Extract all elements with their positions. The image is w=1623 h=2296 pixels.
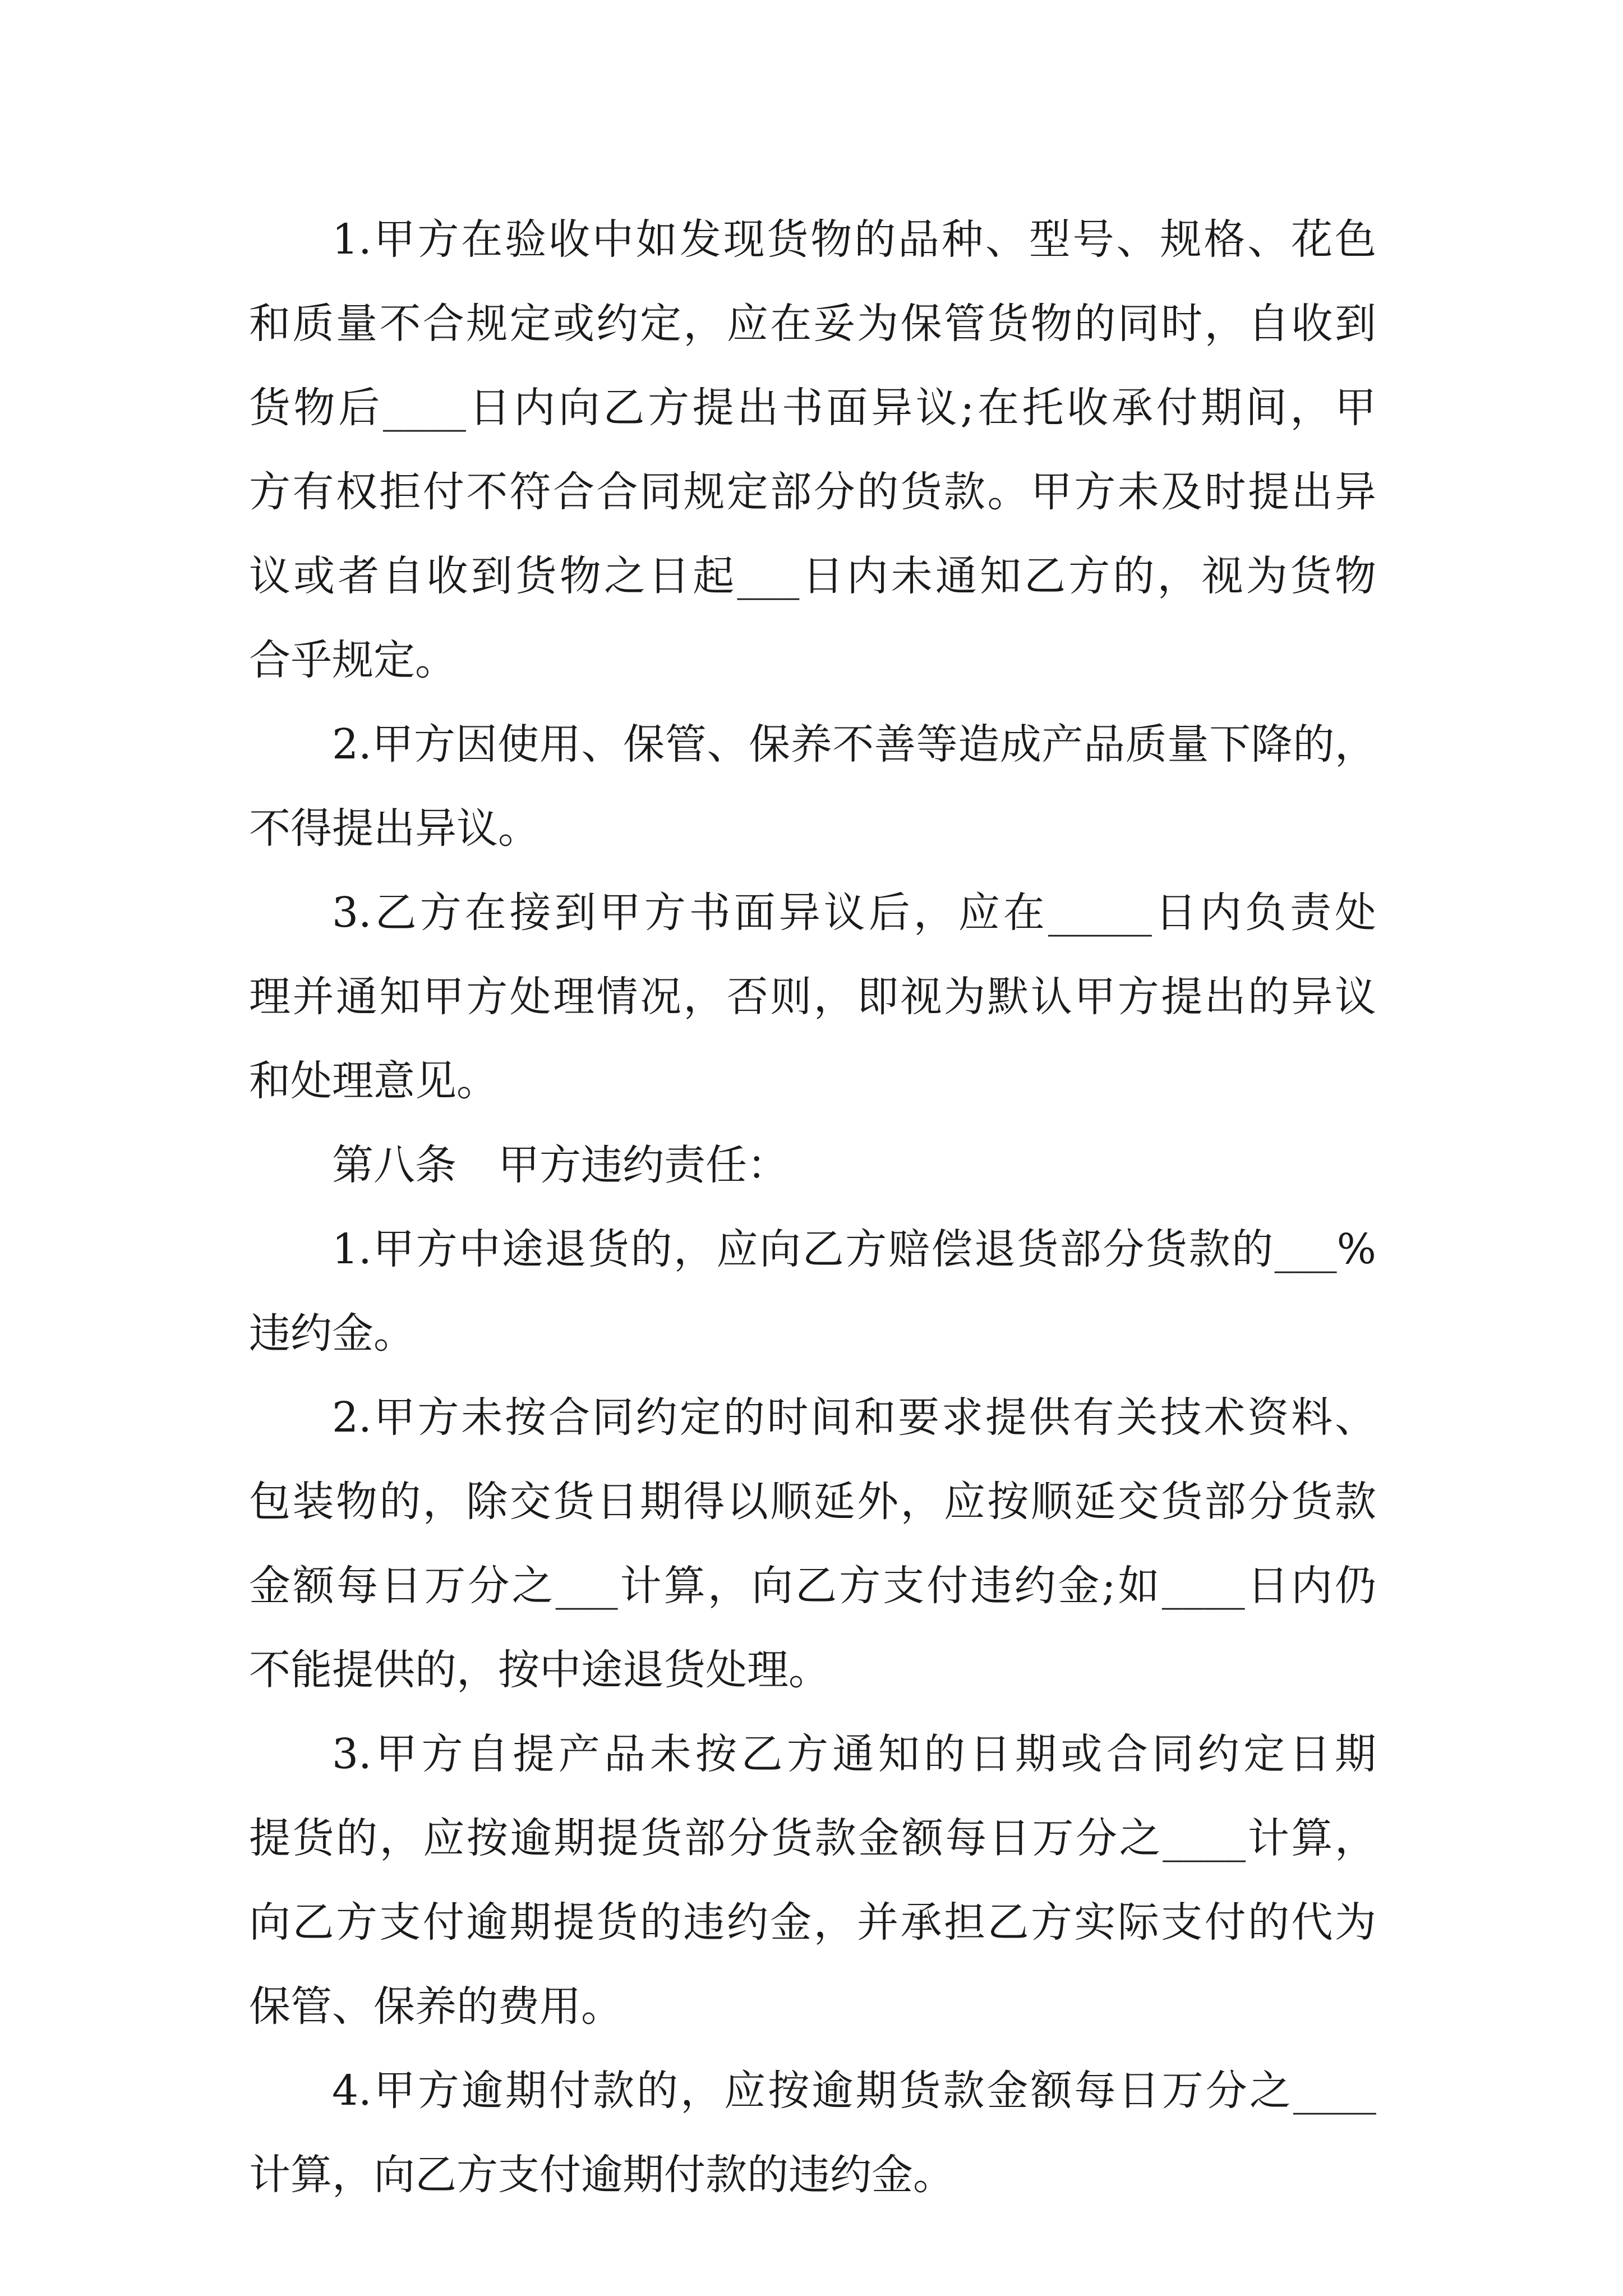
text-line: 方有权拒付不符合合同规定部分的货款。甲方未及时提出异	[249, 468, 1376, 516]
text-line: 1.甲方中途退货的，应向乙方赔偿退货部分货款的___%	[332, 1225, 1376, 1273]
paragraph-inspection-objection	[249, 206, 1376, 711]
text-line: 计算，向乙方支付逾期付款的违约金。	[249, 2151, 955, 2199]
text-line: 3.甲方自提产品未按乙方通知的日期或合同约定日期	[332, 1730, 1376, 1778]
paragraph-objection-handling	[249, 880, 1376, 1132]
text-line: 2.甲方因使用、保管、保养不善等造成产品质量下降的，	[332, 720, 1376, 769]
document-body	[249, 206, 1376, 2226]
text-line: 4.甲方逾期付款的，应按逾期货款金额每日万分之____	[332, 2067, 1376, 2115]
section-heading: 第八条 甲方违约责任：	[332, 1141, 789, 1189]
paragraph-technical-materials	[249, 1384, 1376, 1721]
paragraph-improper-storage	[249, 711, 1376, 880]
text-line: 1.甲方在验收中如发现货物的品种、型号、规格、花色	[332, 215, 1376, 264]
text-line: 不得提出异议。	[249, 804, 540, 853]
article-eight-heading	[249, 1132, 1376, 1216]
text-line: 议或者自收到货物之日起___日内未通知乙方的，视为货物	[249, 552, 1376, 600]
text-line: 提货的，应按逾期提货部分货款金额每日万分之____计算，	[249, 1814, 1376, 1862]
text-line: 违约金。	[249, 1309, 415, 1358]
text-line: 不能提供的，按中途退货处理。	[249, 1646, 830, 1694]
text-line: 和质量不合规定或约定，应在妥为保管货物的同时，自收到	[249, 300, 1376, 348]
text-line: 理并通知甲方处理情况，否则，即视为默认甲方提出的异议	[249, 973, 1376, 1021]
text-line: 3.乙方在接到甲方书面异议后，应在_____日内负责处	[332, 889, 1376, 937]
text-line: 2.甲方未按合同约定的时间和要求提供有关技术资料、	[332, 1393, 1376, 1442]
paragraph-midway-return	[249, 1216, 1376, 1384]
text-line: 货物后____日内向乙方提出书面异议;在托收承付期间，甲	[249, 384, 1376, 432]
text-line: 合乎规定。	[249, 636, 457, 684]
paragraph-self-pickup	[249, 1721, 1376, 2058]
paragraph-late-payment	[249, 2058, 1376, 2226]
text-line: 金额每日万分之___计算，向乙方支付违约金;如____日内仍	[249, 1562, 1376, 1610]
text-line: 保管、保养的费用。	[249, 1982, 623, 2031]
text-line: 向乙方支付逾期提货的违约金，并承担乙方实际支付的代为	[249, 1898, 1376, 1947]
text-line: 包装物的，除交货日期得以顺延外，应按顺延交货部分货款	[249, 1478, 1376, 1526]
text-line: 和处理意见。	[249, 1057, 498, 1105]
